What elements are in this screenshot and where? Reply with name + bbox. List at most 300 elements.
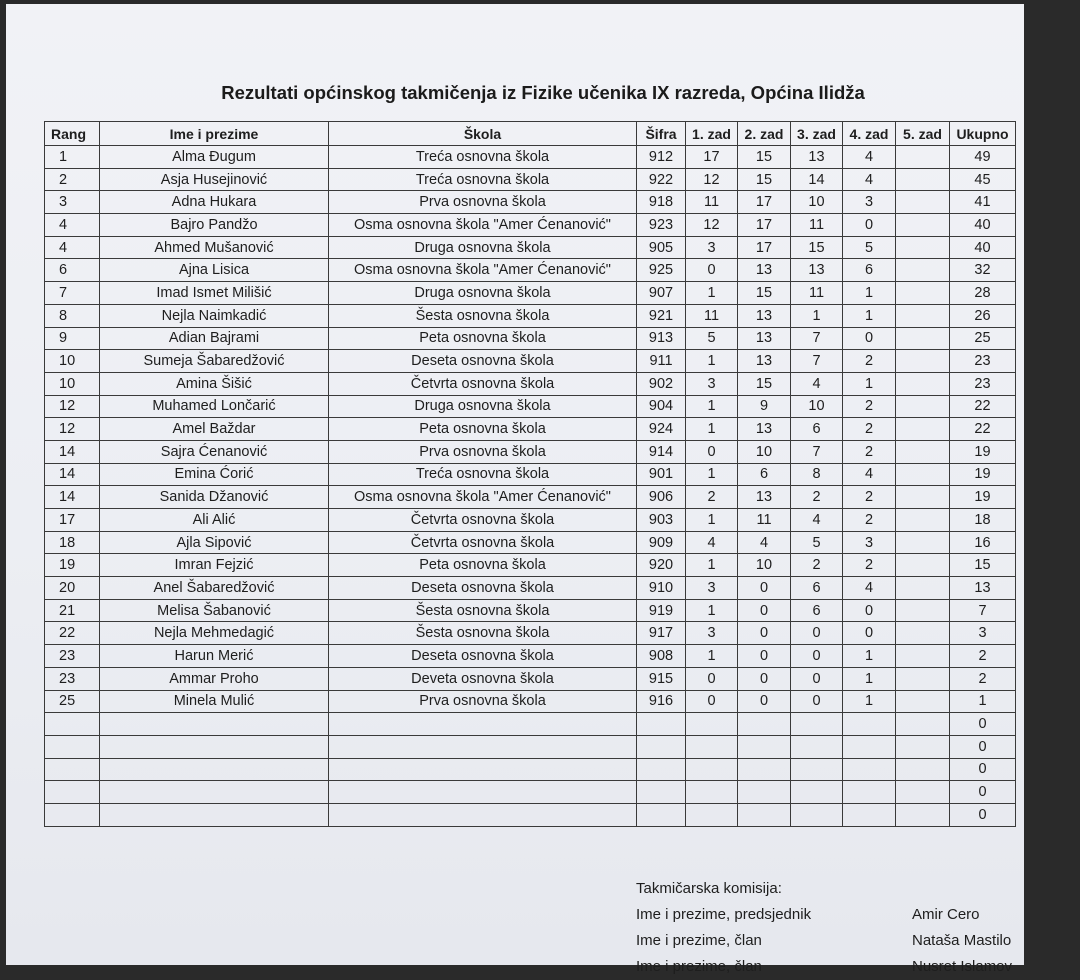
school-cell: Deseta osnovna škola <box>329 350 637 373</box>
table-row <box>45 577 1016 600</box>
school-cell: Prva osnovna škola <box>329 191 637 214</box>
school-cell: Druga osnovna škola <box>329 395 637 418</box>
task4-cell: 4 <box>843 146 896 169</box>
task3-cell: 13 <box>791 259 843 282</box>
school-cell: Deseta osnovna škola <box>329 645 637 668</box>
school-cell: Treća osnovna škola <box>329 168 637 191</box>
member-role: Ime i prezime, član <box>636 958 762 975</box>
task1-cell: 1 <box>686 599 738 622</box>
rank-cell: 19 <box>45 554 100 577</box>
task3-cell: 5 <box>791 531 843 554</box>
task4-cell <box>843 781 896 804</box>
task4-cell: 0 <box>843 622 896 645</box>
table-row <box>45 236 1016 259</box>
task2-cell: 0 <box>738 599 791 622</box>
total-cell: 3 <box>950 622 1016 645</box>
code-cell <box>637 713 686 736</box>
task4-cell: 0 <box>843 599 896 622</box>
code-cell: 911 <box>637 350 686 373</box>
school-cell: Druga osnovna škola <box>329 236 637 259</box>
commission-member <box>636 902 980 928</box>
task5-cell <box>896 395 950 418</box>
table-row <box>45 214 1016 237</box>
task3-cell: 10 <box>791 191 843 214</box>
task2-cell <box>738 735 791 758</box>
school-cell: Peta osnovna škola <box>329 554 637 577</box>
task2-cell: 17 <box>738 214 791 237</box>
task4-cell: 0 <box>843 327 896 350</box>
table-row <box>45 758 1016 781</box>
task1-cell: 11 <box>686 304 738 327</box>
code-cell: 920 <box>637 554 686 577</box>
total-cell: 16 <box>950 531 1016 554</box>
task3-cell: 4 <box>791 509 843 532</box>
table-row <box>45 713 1016 736</box>
school-cell <box>329 758 637 781</box>
total-cell: 28 <box>950 282 1016 305</box>
task4-cell <box>843 713 896 736</box>
task5-cell <box>896 350 950 373</box>
task2-cell: 13 <box>738 418 791 441</box>
task4-cell <box>843 758 896 781</box>
task3-cell: 7 <box>791 350 843 373</box>
column-header-task2: 2. zad <box>738 122 791 146</box>
rank-cell: 1 <box>45 146 100 169</box>
task2-cell <box>738 713 791 736</box>
task4-cell: 3 <box>843 531 896 554</box>
task3-cell <box>791 735 843 758</box>
task4-cell: 1 <box>843 667 896 690</box>
task2-cell: 17 <box>738 236 791 259</box>
code-cell: 916 <box>637 690 686 713</box>
task1-cell: 1 <box>686 350 738 373</box>
name-cell: Bajro Pandžo <box>100 214 329 237</box>
total-cell: 25 <box>950 327 1016 350</box>
member-name: Nusret Islamov <box>912 958 1013 975</box>
task1-cell <box>686 781 738 804</box>
name-cell: Imran Fejzić <box>100 554 329 577</box>
school-cell: Treća osnovna škola <box>329 146 637 169</box>
rank-cell: 3 <box>45 191 100 214</box>
task5-cell <box>896 282 950 305</box>
total-cell: 15 <box>950 554 1016 577</box>
table-row <box>45 146 1016 169</box>
rank-cell: 12 <box>45 418 100 441</box>
task2-cell: 0 <box>738 622 791 645</box>
task4-cell: 4 <box>843 168 896 191</box>
table-row <box>45 735 1016 758</box>
task1-cell <box>686 758 738 781</box>
member-role: Ime i prezime, član <box>636 932 762 949</box>
task4-cell: 2 <box>843 395 896 418</box>
school-cell: Osma osnovna škola "Amer Ćenanović" <box>329 214 637 237</box>
task5-cell <box>896 418 950 441</box>
column-header-total: Ukupno <box>950 122 1016 146</box>
task2-cell: 13 <box>738 350 791 373</box>
task3-cell: 0 <box>791 622 843 645</box>
task2-cell: 0 <box>738 645 791 668</box>
task4-cell: 3 <box>843 191 896 214</box>
rank-cell <box>45 781 100 804</box>
code-cell: 915 <box>637 667 686 690</box>
total-cell: 19 <box>950 463 1016 486</box>
code-cell: 922 <box>637 168 686 191</box>
name-cell: Sumeja Šabaredžović <box>100 350 329 373</box>
name-cell: Melisa Šabanović <box>100 599 329 622</box>
rank-cell: 23 <box>45 645 100 668</box>
commission-block <box>636 876 1013 980</box>
document-page <box>6 4 1024 975</box>
task5-cell <box>896 577 950 600</box>
task3-cell <box>791 803 843 826</box>
rank-cell: 6 <box>45 259 100 282</box>
total-cell: 0 <box>950 803 1016 826</box>
total-cell: 18 <box>950 509 1016 532</box>
task5-cell <box>896 463 950 486</box>
rank-cell: 2 <box>45 168 100 191</box>
task5-cell <box>896 622 950 645</box>
rank-cell: 10 <box>45 350 100 373</box>
total-cell: 22 <box>950 395 1016 418</box>
school-cell: Šesta osnovna škola <box>329 599 637 622</box>
task2-cell: 0 <box>738 667 791 690</box>
school-cell: Deveta osnovna škola <box>329 667 637 690</box>
task1-cell: 4 <box>686 531 738 554</box>
table-row <box>45 486 1016 509</box>
task1-cell <box>686 713 738 736</box>
name-cell: Anel Šabaredžović <box>100 577 329 600</box>
task1-cell: 1 <box>686 554 738 577</box>
task3-cell: 0 <box>791 645 843 668</box>
code-cell: 909 <box>637 531 686 554</box>
code-cell: 904 <box>637 395 686 418</box>
column-header-rank: Rang <box>45 122 100 146</box>
task5-cell <box>896 372 950 395</box>
code-cell: 921 <box>637 304 686 327</box>
name-cell <box>100 758 329 781</box>
task4-cell <box>843 735 896 758</box>
task3-cell: 8 <box>791 463 843 486</box>
task2-cell: 15 <box>738 372 791 395</box>
task5-cell <box>896 486 950 509</box>
rank-cell: 23 <box>45 667 100 690</box>
task1-cell: 5 <box>686 327 738 350</box>
task5-cell <box>896 304 950 327</box>
task2-cell: 15 <box>738 146 791 169</box>
total-cell: 0 <box>950 713 1016 736</box>
task3-cell: 0 <box>791 667 843 690</box>
table-row <box>45 259 1016 282</box>
rank-cell: 14 <box>45 486 100 509</box>
code-cell: 905 <box>637 236 686 259</box>
rank-cell: 25 <box>45 690 100 713</box>
task5-cell <box>896 531 950 554</box>
task1-cell: 1 <box>686 509 738 532</box>
member-role: Ime i prezime, predsjednik <box>636 906 812 923</box>
task3-cell: 0 <box>791 690 843 713</box>
rank-cell: 4 <box>45 214 100 237</box>
total-cell: 41 <box>950 191 1016 214</box>
name-cell: Amel Baždar <box>100 418 329 441</box>
task3-cell: 1 <box>791 304 843 327</box>
rank-cell: 21 <box>45 599 100 622</box>
table-row <box>45 418 1016 441</box>
school-cell: Druga osnovna škola <box>329 282 637 305</box>
task4-cell: 2 <box>843 486 896 509</box>
task1-cell: 1 <box>686 282 738 305</box>
task1-cell: 3 <box>686 372 738 395</box>
code-cell: 912 <box>637 146 686 169</box>
task5-cell <box>896 327 950 350</box>
total-cell: 32 <box>950 259 1016 282</box>
task4-cell: 4 <box>843 463 896 486</box>
task4-cell: 1 <box>843 372 896 395</box>
name-cell: Muhamed Lončarić <box>100 395 329 418</box>
task4-cell: 2 <box>843 418 896 441</box>
task1-cell: 12 <box>686 168 738 191</box>
task4-cell: 1 <box>843 304 896 327</box>
task3-cell: 6 <box>791 577 843 600</box>
table-row <box>45 395 1016 418</box>
name-cell <box>100 713 329 736</box>
school-cell <box>329 781 637 804</box>
column-header-task1: 1. zad <box>686 122 738 146</box>
school-cell: Osma osnovna škola "Amer Ćenanović" <box>329 259 637 282</box>
code-cell: 907 <box>637 282 686 305</box>
school-cell <box>329 803 637 826</box>
task2-cell: 13 <box>738 486 791 509</box>
total-cell: 49 <box>950 146 1016 169</box>
task4-cell: 2 <box>843 350 896 373</box>
code-cell: 906 <box>637 486 686 509</box>
total-cell: 13 <box>950 577 1016 600</box>
total-cell: 45 <box>950 168 1016 191</box>
table-row <box>45 622 1016 645</box>
name-cell: Ajla Sipović <box>100 531 329 554</box>
task5-cell <box>896 667 950 690</box>
task3-cell: 11 <box>791 214 843 237</box>
rank-cell <box>45 803 100 826</box>
task1-cell: 11 <box>686 191 738 214</box>
total-cell: 2 <box>950 667 1016 690</box>
table-row <box>45 645 1016 668</box>
task2-cell: 10 <box>738 440 791 463</box>
task1-cell: 1 <box>686 395 738 418</box>
task3-cell: 7 <box>791 440 843 463</box>
code-cell: 903 <box>637 509 686 532</box>
name-cell: Ajna Lisica <box>100 259 329 282</box>
code-cell: 910 <box>637 577 686 600</box>
task3-cell: 11 <box>791 282 843 305</box>
school-cell: Četvrta osnovna škola <box>329 531 637 554</box>
name-cell: Nejla Naimkadić <box>100 304 329 327</box>
code-cell: 917 <box>637 622 686 645</box>
table-row <box>45 531 1016 554</box>
task1-cell: 0 <box>686 259 738 282</box>
task3-cell <box>791 713 843 736</box>
table-row <box>45 372 1016 395</box>
table-row <box>45 667 1016 690</box>
school-cell: Šesta osnovna škola <box>329 304 637 327</box>
task1-cell: 1 <box>686 418 738 441</box>
rank-cell: 14 <box>45 463 100 486</box>
task2-cell <box>738 781 791 804</box>
name-cell: Adna Hukara <box>100 191 329 214</box>
task5-cell <box>896 509 950 532</box>
code-cell: 908 <box>637 645 686 668</box>
name-cell: Emina Ćorić <box>100 463 329 486</box>
total-cell: 22 <box>950 418 1016 441</box>
task1-cell: 1 <box>686 463 738 486</box>
task3-cell <box>791 781 843 804</box>
total-cell: 40 <box>950 236 1016 259</box>
task2-cell: 15 <box>738 168 791 191</box>
table-row <box>45 304 1016 327</box>
task4-cell: 1 <box>843 282 896 305</box>
task2-cell <box>738 758 791 781</box>
rank-cell <box>45 735 100 758</box>
rank-cell: 18 <box>45 531 100 554</box>
column-header-task4: 4. zad <box>843 122 896 146</box>
task3-cell: 4 <box>791 372 843 395</box>
task1-cell: 3 <box>686 577 738 600</box>
name-cell: Alma Đugum <box>100 146 329 169</box>
results-table <box>44 121 1016 827</box>
task5-cell <box>896 690 950 713</box>
code-cell: 924 <box>637 418 686 441</box>
task5-cell <box>896 758 950 781</box>
task2-cell: 4 <box>738 531 791 554</box>
task3-cell: 14 <box>791 168 843 191</box>
task2-cell: 13 <box>738 259 791 282</box>
table-row <box>45 440 1016 463</box>
code-cell: 923 <box>637 214 686 237</box>
task5-cell <box>896 259 950 282</box>
school-cell: Prva osnovna škola <box>329 440 637 463</box>
name-cell: Nejla Mehmedagić <box>100 622 329 645</box>
task4-cell: 1 <box>843 645 896 668</box>
name-cell <box>100 781 329 804</box>
task5-cell <box>896 645 950 668</box>
member-name: Amir Cero <box>912 906 980 923</box>
code-cell: 925 <box>637 259 686 282</box>
task1-cell <box>686 735 738 758</box>
table-row <box>45 191 1016 214</box>
task2-cell: 13 <box>738 304 791 327</box>
school-cell: Šesta osnovna škola <box>329 622 637 645</box>
task5-cell <box>896 191 950 214</box>
task1-cell: 17 <box>686 146 738 169</box>
task4-cell: 6 <box>843 259 896 282</box>
task1-cell: 3 <box>686 236 738 259</box>
code-cell: 919 <box>637 599 686 622</box>
total-cell: 7 <box>950 599 1016 622</box>
school-cell: Treća osnovna škola <box>329 463 637 486</box>
column-header-name: Ime i prezime <box>100 122 329 146</box>
task1-cell: 0 <box>686 690 738 713</box>
total-cell: 1 <box>950 690 1016 713</box>
task5-cell <box>896 803 950 826</box>
school-cell: Četvrta osnovna škola <box>329 509 637 532</box>
task3-cell: 15 <box>791 236 843 259</box>
rank-cell: 9 <box>45 327 100 350</box>
table-row <box>45 599 1016 622</box>
total-cell: 0 <box>950 735 1016 758</box>
task4-cell: 2 <box>843 440 896 463</box>
member-name: Nataša Mastilo <box>912 932 1012 949</box>
rank-cell: 8 <box>45 304 100 327</box>
task1-cell: 2 <box>686 486 738 509</box>
task2-cell: 15 <box>738 282 791 305</box>
task2-cell: 0 <box>738 690 791 713</box>
total-cell: 40 <box>950 214 1016 237</box>
code-cell <box>637 735 686 758</box>
table-row <box>45 690 1016 713</box>
task1-cell <box>686 803 738 826</box>
commission-member <box>636 928 1012 954</box>
school-cell: Deseta osnovna škola <box>329 577 637 600</box>
rank-cell: 22 <box>45 622 100 645</box>
total-cell: 26 <box>950 304 1016 327</box>
code-cell: 902 <box>637 372 686 395</box>
table-row <box>45 350 1016 373</box>
total-cell: 0 <box>950 758 1016 781</box>
name-cell: Asja Husejinović <box>100 168 329 191</box>
task4-cell <box>843 803 896 826</box>
table-row <box>45 781 1016 804</box>
task1-cell: 3 <box>686 622 738 645</box>
task2-cell <box>738 803 791 826</box>
task5-cell <box>896 236 950 259</box>
rank-cell: 4 <box>45 236 100 259</box>
school-cell <box>329 713 637 736</box>
code-cell <box>637 781 686 804</box>
total-cell: 2 <box>950 645 1016 668</box>
task2-cell: 0 <box>738 577 791 600</box>
rank-cell <box>45 758 100 781</box>
name-cell: Adian Bajrami <box>100 327 329 350</box>
table-row <box>45 282 1016 305</box>
task3-cell: 2 <box>791 486 843 509</box>
task3-cell <box>791 758 843 781</box>
task3-cell: 7 <box>791 327 843 350</box>
table-row <box>45 554 1016 577</box>
total-cell: 23 <box>950 372 1016 395</box>
task5-cell <box>896 146 950 169</box>
task3-cell: 6 <box>791 418 843 441</box>
name-cell: Sanida Džanović <box>100 486 329 509</box>
commission-member <box>636 954 1013 980</box>
name-cell <box>100 735 329 758</box>
task4-cell: 2 <box>843 509 896 532</box>
school-cell: Peta osnovna škola <box>329 327 637 350</box>
rank-cell: 20 <box>45 577 100 600</box>
task5-cell <box>896 214 950 237</box>
school-cell: Četvrta osnovna škola <box>329 372 637 395</box>
name-cell <box>100 803 329 826</box>
task5-cell <box>896 781 950 804</box>
task2-cell: 10 <box>738 554 791 577</box>
task5-cell <box>896 440 950 463</box>
rank-cell: 7 <box>45 282 100 305</box>
task2-cell: 11 <box>738 509 791 532</box>
code-cell <box>637 758 686 781</box>
school-cell <box>329 735 637 758</box>
task5-cell <box>896 713 950 736</box>
task3-cell: 2 <box>791 554 843 577</box>
name-cell: Sajra Ćenanović <box>100 440 329 463</box>
task2-cell: 17 <box>738 191 791 214</box>
